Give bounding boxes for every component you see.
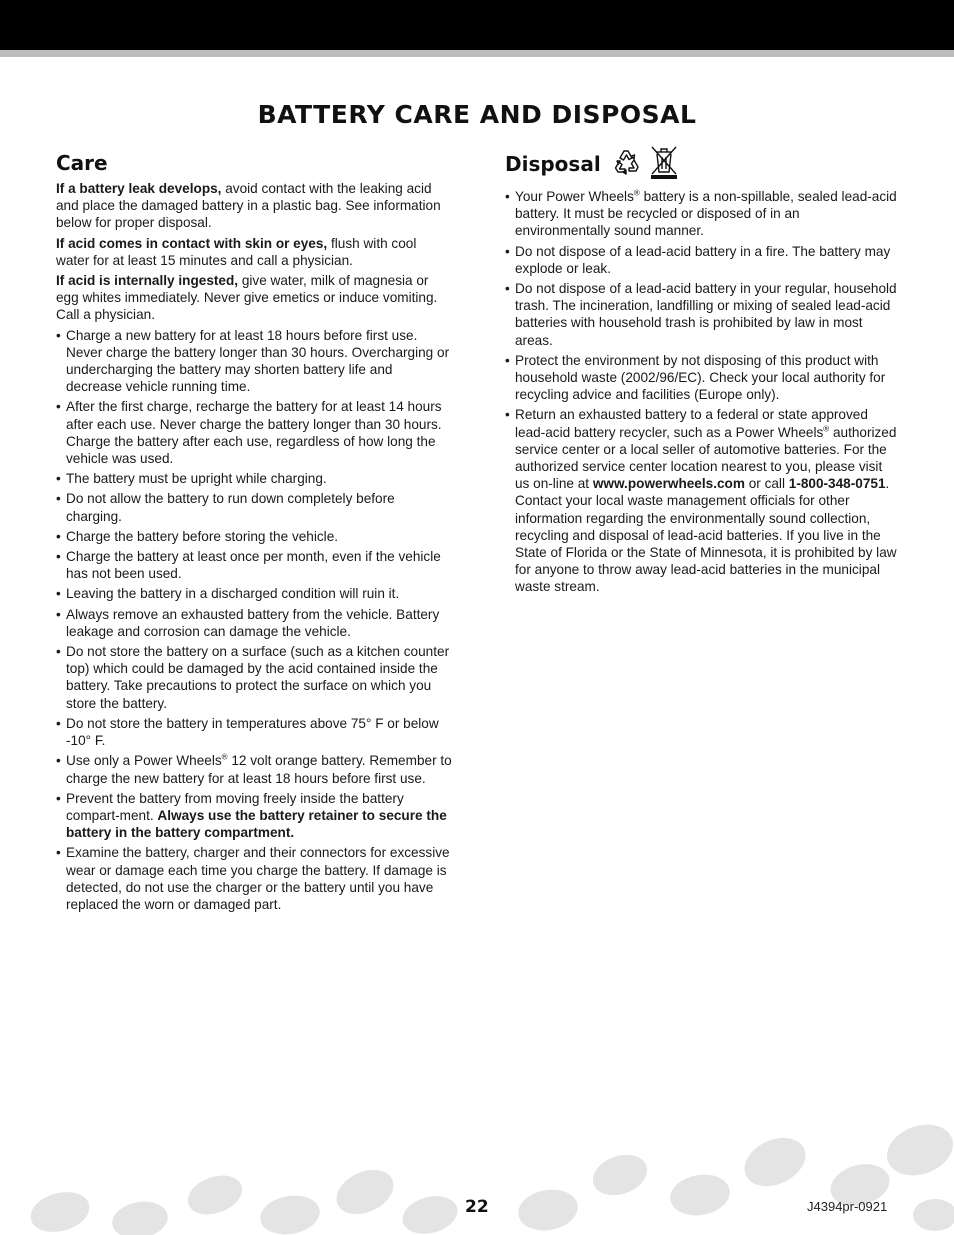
disposal-section xyxy=(505,146,897,599)
disposal-bullet: • Do not dispose of a lead-acid battery in a fire. The battery may explode or leak. xyxy=(505,243,897,277)
care-paragraph xyxy=(56,272,452,324)
care-bullet: • The battery must be upright while charging. xyxy=(56,470,452,487)
care-bullet-list xyxy=(56,327,452,914)
bullet-text: . Contact your local waste management officials for other information regarding the environmentally sound collection, recycling and disposal of lead-acid batteries. If you live in the State of Florida or the State of Minnesota, it is prohibited by law for anyone to throw away lead-acid batteries in the municipal waste stream. xyxy=(515,476,897,595)
bullet-bold-text: Always use the battery retainer to secure the battery in the battery compartment. xyxy=(66,807,447,841)
care-paragraph xyxy=(56,235,452,269)
page-title: BATTERY CARE AND DISPOSAL xyxy=(257,100,697,129)
care-heading: Care xyxy=(56,151,108,175)
care-paragraph xyxy=(56,180,452,232)
bullet-text: Prevent the battery from moving freely inside the battery compart-ment. xyxy=(66,790,404,823)
care-paragraph-bold: If a battery leak develops, xyxy=(56,181,222,196)
care-bullet: • After the first charge, recharge the battery for at least 14 hours after each use. Never charge the battery longer than 30 hours. Charge the battery after each use, regardless of how long the vehicle was used. xyxy=(56,398,452,467)
disposal-bullet: • Protect the environment by not disposing of this product with household waste (2002/96/EC). Check your local authority for recycling advice and facilities (Europe only). xyxy=(505,352,897,404)
care-bullet: • Do not store the battery on a surface (such as a kitchen counter top) which could be damaged by the acid contained inside the battery. Take precautions to protect the surface on which you store the battery. xyxy=(56,643,452,712)
disposal-heading: Disposal xyxy=(505,152,601,176)
care-bullet: • Examine the battery, charger and their connectors for excessive wear or damage each time you charge the battery. If damage is detected, do not use the charger or the battery until you have replaced the worn or damaged part. xyxy=(56,844,452,913)
website-url: www.powerwheels.com xyxy=(592,476,745,492)
disposal-bullet-list xyxy=(505,188,897,596)
header-rule xyxy=(0,50,954,57)
care-paragraph-text: flush with cool water for at least 15 minutes and call a physician. xyxy=(56,235,417,268)
bullet-text: battery is a non-spillable, sealed lead-acid battery. It must be recycled or disposed of in an environmentally sound manner. xyxy=(515,189,897,239)
care-bullet: • Do not allow the battery to run down completely before charging. xyxy=(56,490,452,524)
care-paragraph-text: give water, milk of magnesia or egg whites immediately. Never give emetics or induce vomiting. Call a physician. xyxy=(56,273,438,323)
care-bullet: • Do not store the battery in temperatures above 75° F or below -10° F. xyxy=(56,715,452,749)
registered-mark: ® xyxy=(823,424,830,434)
care-bullet: • Charge the battery at least once per month, even if the vehicle has not been used. xyxy=(56,548,452,582)
care-bullet xyxy=(56,790,452,842)
bullet-text: 12 volt orange battery. Remember to charge the new battery for at least 18 hours before first use. xyxy=(66,753,452,786)
page-number: 22 xyxy=(465,1197,489,1217)
phone-number: 1-800-348-0751 xyxy=(788,476,886,492)
bullet-text: Return an exhausted battery to a federal or state approved lead-acid battery recycler, such as a Power Wheels xyxy=(515,407,868,440)
registered-mark: ® xyxy=(221,752,228,762)
disposal-bullet xyxy=(505,406,897,595)
care-paragraph-bold: If acid comes in contact with skin or eyes, xyxy=(56,235,328,251)
care-bullet: • Charge the battery before storing the vehicle. xyxy=(56,528,452,545)
care-section xyxy=(56,150,452,916)
disposal-header xyxy=(505,146,897,182)
care-bullet: • Leaving the battery in a discharged condition will ruin it. xyxy=(56,585,452,602)
top-header-bar xyxy=(0,0,954,50)
document-code: J4394pr-0921 xyxy=(807,1199,888,1214)
bullet-text: authorized service center or a local seller of automotive batteries. For the authorized service center location nearest to you, please visit us on-line at xyxy=(515,424,897,492)
care-bullet: • Always remove an exhausted battery from the vehicle. Battery leakage and corrosion can damage the vehicle. xyxy=(56,606,452,640)
recycle-icon xyxy=(611,147,641,181)
bullet-text: or call xyxy=(744,476,789,492)
bullet-text: Use only a Power Wheels xyxy=(66,753,222,769)
bullet-text: Your Power Wheels xyxy=(515,189,634,204)
registered-mark: ® xyxy=(633,188,640,198)
disposal-bullet xyxy=(505,188,897,240)
care-bullet: • Charge a new battery for at least 18 hours before first use. Never charge the battery longer than 30 hours. Overcharging or undercharging the battery may shorten battery life and decrease vehicle running time. xyxy=(56,327,452,396)
disposal-bullet: • Do not dispose of a lead-acid battery in your regular, household trash. The incineration, landfilling or mixing of sealed lead-acid batteries with household trash is prohibited by law in most areas. xyxy=(505,280,897,349)
care-paragraph-bold: If acid is internally ingested, xyxy=(56,273,239,289)
care-paragraph-text: avoid contact with the leaking acid and place the damaged battery in a plastic bag. See information below for proper disposal. xyxy=(56,181,441,231)
crossed-bin-icon xyxy=(647,144,681,184)
care-bullet xyxy=(56,752,452,786)
